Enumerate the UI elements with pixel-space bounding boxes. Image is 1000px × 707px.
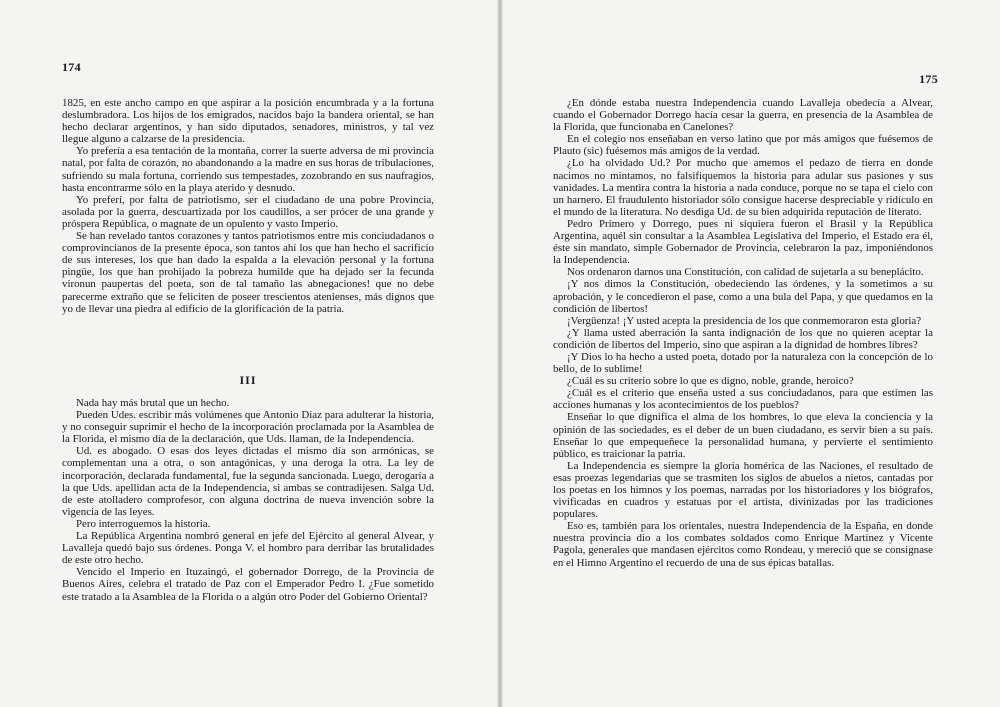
paragraph: ¿Lo ha olvidado Ud.? Por mucho que amemos el pedazo de tierra en donde nacimos no mintamos, no falsifiquemos la historia para adular sus pasiones y sus vanidades. La mentira contra la historia a nada conduce, porque no se tapa el cielo con un harnero. El fraudulento historiador sólo consigue hacerse despreciable y ridículo en el mundo de la literatura. No desdiga Ud. de su bien adquirida reputación de literato. bbox=[553, 157, 933, 218]
paragraph: En el colegio nos enseñaban en verso latino que por más amigos que fuésemos de Plauto (sic) fuésemos más amigos de la verdad. bbox=[553, 133, 933, 158]
section-heading: III bbox=[239, 373, 257, 387]
paragraph: La República Argentina nombró general en jefe del Ejército al general Alvear, y Lavalleja quedó bajo sus órdenes. Ponga V. el hombro para derribar las brutalidades de este otro hecho. bbox=[62, 530, 434, 567]
paragraph: ¿Cuál es su criterio sobre lo que es digno, noble, grande, heroico? bbox=[567, 375, 854, 388]
left-page bbox=[0, 0, 497, 707]
paragraph: Yo prefería a esa tentación de la montaña, correr la suerte adversa de mi provincia natal, por falta de corazón, no abandonando a la madre en sus horas de tribulaciones, sufriendo su mala fortuna, corriendo sus tempestades, zozobrando en sus naufragios, hasta encontrarme sólo en la playa aterido y desnudo. bbox=[62, 145, 434, 194]
paragraph: ¿Y llama usted aberración la santa indignación de los que no quieren aceptar la condición de libertos del Imperio, sino que aspiran a la dignidad de hombres libres? bbox=[553, 326, 933, 351]
paragraph: La Independencia es siempre la gloria homérica de las Naciones, el resultado de esas proezas legendarias que se trasmiten los siglos de abuelos a nietos, cantadas por los poetas en los himnos y los poemas, narradas por los historiadores y los biógrafos, vivificadas en cuadros y estatuas por el artista, divinizadas por las tradiciones populares. bbox=[553, 459, 933, 521]
paragraph: ¿En dónde estaba nuestra Independencia cuando Lavalleja obedecía a Alvear, cuando el Gobernador Dorrego hacía cesar la guerra, en presencia de la Asamblea de la Florida, que funcionaba en Canelones? bbox=[553, 97, 933, 134]
paragraph: Se han revelado tantos corazones y tantos patriotismos entre mis conciudadanos o comprovincianos de la presente época, son tantos ahí los que han hecho el sacrificio de sus intereses, los que han dado la espalda a la elevación personal y la fortuna pingüe, los que han prohijado la pobreza humilde que ha dejado ser la fecunda vironun paupertas del poeta, son de tal tamaño las abnegaciones! que no debe parecerme extraño que se feliciten de poseer trescientos atenienses, más dignos que yo de llevar una piedra al edificio de la glorificación de la patria. bbox=[62, 230, 434, 315]
paragraph: ¡Y Dios lo ha hecho a usted poeta, dotado por la naturaleza con la concepción de lo bello, de lo sublime! bbox=[553, 350, 933, 376]
paragraph: Vencido el Imperio en Ituzaingó, el gobernador Dorrego, de la Provincia de Buenos Aires, celebra el tratado de Paz con el Emperador Pedro I. ¿Fue sometido este tratado a la Asamblea de la Florida o a algún otro Poder del Gobierno Oriental? bbox=[62, 566, 434, 603]
page-number-right: 175 bbox=[919, 72, 938, 86]
paragraph: Ud. es abogado. O esas dos leyes dictadas el mismo día son armónicas, se complementan una a otra, o son antagónicas, y una deroga la otra. La ley de incorporación, declarada fundamental, fue la segunda sancionada. Luego, derogaría a la que Uds. apellidan acta de la Independencia, si ambas se contradijesen. Salga Ud. de este atolladero comprofesor, con alguna doctrina de nueva invención sobre la vigencia de las leyes. bbox=[62, 445, 434, 518]
right-page-text bbox=[553, 97, 933, 569]
paragraph: Enseñar lo que dignifica el alma de los hombres, lo que eleva la conciencia y la opinión de las sociedades, es el deber de un buen ciudadano, es servir bien a su país. Enseñar lo que empequeñece la personalidad humana, y pervierte el sentimiento público, es traicionar la patria. bbox=[553, 411, 933, 460]
page-number-left: 174 bbox=[62, 60, 81, 74]
paragraph: 1825, en este ancho campo en que aspirar a la posición encumbrada y a la fortuna deslumbradora. Los hijos de los emigrados, nacidos bajo la bandera oriental, se han hecho declarar argentinos, y han sido diputados, senadores, ministros, y tal vez llegue alguno a calzarse de la presidencia. bbox=[62, 97, 434, 146]
paragraph: ¡Y nos dimos la Constitución, obedeciendo las órdenes, y la sometimos a su aprobación, y le concedieron el pase, como a una bula del Papa, y que quedamos en la condición de libertos! bbox=[553, 278, 933, 315]
paragraph: Yo preferí, por falta de patriotismo, ser el ciudadano de una pobre Provincia, asolada por la guerra, descuartizada por los caudillos, a ser prócer de una grande y próspera República, o magnate de un opulento y vasto Imperio. bbox=[62, 193, 434, 230]
left-page-text-top bbox=[62, 97, 434, 315]
paragraph: Nada hay más brutal que un hecho. bbox=[76, 397, 230, 409]
paragraph: Nos ordenaron darnos una Constitución, con calidad de sujetarla a su beneplácito. bbox=[567, 266, 924, 279]
right-page bbox=[503, 0, 1000, 707]
paragraph: ¿Cuál es el criterio que enseña usted a sus conciudadanos, para que estimen las acciones humanas y los acontecimientos de los pueblos? bbox=[553, 387, 933, 412]
paragraph: Pedro Primero y Dorrego, pues ni siquiera fueron el Brasil y la República Argentina, aquél sin consultar a la Asamblea Legislativa del Imperio, el Estado era él, éste sin mandato, simple Gobernador de Provincia, celebraron la paz, imponiéndonos la Independencia. bbox=[553, 217, 933, 267]
paragraph: ¡Vergüenza! ¡Y usted acepta la presidencia de los que conmemoraron esta gloria? bbox=[567, 314, 922, 327]
left-page-text-bottom bbox=[62, 397, 434, 603]
paragraph: Eso es, también para los orientales, nuestra Independencia de la España, en donde nuestra provincia dio a los combates soldados como Enrique Martínez y Vicente Pagola, generales que mandasen ejércitos como Rondeau, y mereció que se consignase en el Himno Argentino el recuerdo de una de sus épicas batallas. bbox=[553, 520, 933, 569]
paragraph: Pero interroguemos la historia. bbox=[76, 517, 211, 530]
paragraph: Pueden Udes. escribir más volúmenes que Antonio Díaz para adulterar la historia, y no conseguir suprimir el hecho de la incorporación proclamada por la Asamblea de la Florida, el mismo día de la declaración, que Uds. llaman, de la Independencia. bbox=[62, 409, 434, 446]
